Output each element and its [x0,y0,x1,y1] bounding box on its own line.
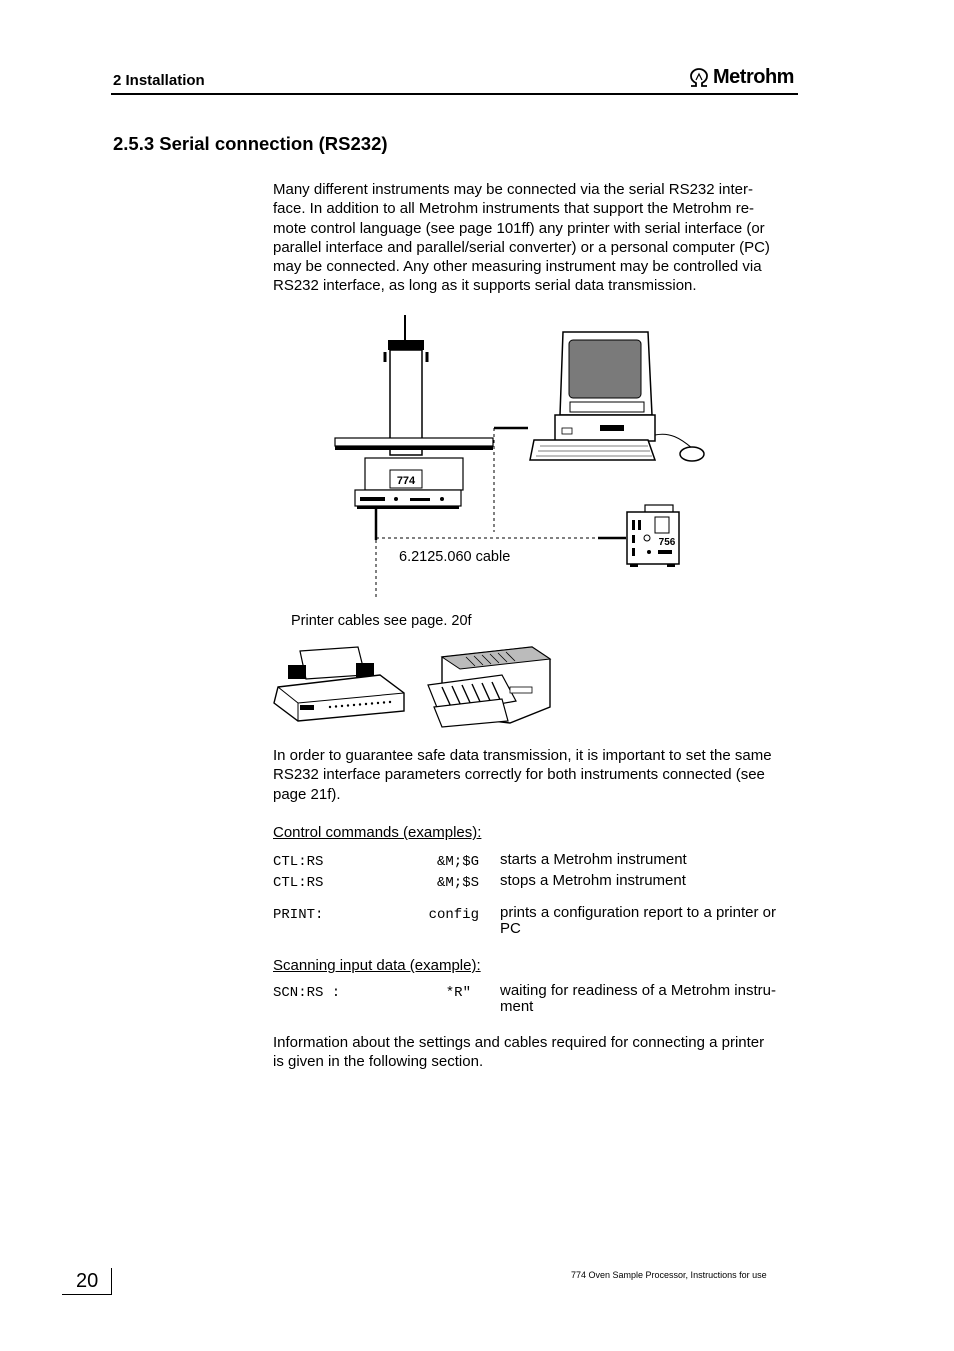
command-argument: &M;$S [436,875,479,891]
command-description: stops a Metrohm instrument [500,872,686,889]
command-row [273,982,803,1019]
device-label: 756 [658,537,676,548]
command-keyword: SCN:RS : [273,985,341,1001]
document-title: 774 Oven Sample Processor, Instructions for use [571,1270,767,1280]
intro-line: may be connected. Any other measuring instrument may be controlled via [273,258,762,276]
scan-commands-heading: Scanning input data (example): [273,957,481,974]
command-description: starts a Metrohm instrument [500,851,687,868]
intro-paragraph [273,180,795,296]
intro-line: parallel interface and parallel/serial converter) or a personal computer (PC) [273,238,770,256]
intro-line: mote control language (see page 101ff) any printer with serial interface (or [273,219,765,237]
control-commands-heading: Control commands (examples): [273,824,482,841]
command-keyword: CTL:RS [273,875,324,891]
brand-name: Metrohm [713,66,794,88]
intro-line: Many different instruments may be connected via the serial RS232 inter- [273,181,753,198]
closing-line: is given in the following section. [273,1053,484,1071]
command-keyword: PRINT: [273,907,324,923]
running-header: 2 Installation [113,72,205,89]
printers-illustration [270,645,555,730]
connection-diagram [330,310,720,600]
safety-line: In order to guarantee safe data transmission, it is important to set the same [273,747,772,764]
footer-rule [62,1294,112,1295]
processor-label: 774 [396,475,416,487]
intro-line: RS232 interface, as long as it supports serial data transmission. [273,277,697,295]
safety-line: page 21f). [273,785,341,803]
section-title: 2.5.3 Serial connection (RS232) [113,133,388,154]
command-argument: config [428,907,479,923]
footer-rule-vertical [111,1268,112,1295]
intro-line: face. In addition to all Metrohm instruments that support the Metrohm re- [273,200,755,218]
printer-caption: Printer cables see page. 20f [291,613,472,629]
metrohm-omega-icon [688,68,710,88]
command-argument: &M;$G [436,854,479,870]
dot-matrix-printer [274,647,404,721]
sample-processor-774 [335,315,493,509]
inkjet-printer [428,647,550,727]
page-number: 20 [76,1270,99,1292]
device-756 [627,505,679,567]
cable-label: 6.2125.060 cable [399,549,511,565]
command-row [273,872,803,895]
closing-line: Information about the settings and cables required for connecting a printer [273,1034,765,1051]
command-description: prints a configuration report to a printer or PC [500,904,776,937]
safety-line: RS232 interface parameters correctly for both instruments connected (see [273,766,765,784]
command-row [273,904,803,941]
command-keyword: CTL:RS [273,854,324,870]
closing-paragraph [273,1033,795,1072]
command-description: waiting for readiness of a Metrohm instru- ment [500,982,776,1015]
command-row [273,851,803,874]
command-argument: *R" [445,985,471,1001]
header-rule [111,93,798,95]
safety-paragraph [273,746,795,804]
personal-computer [530,332,704,461]
brand-logo [688,66,794,89]
